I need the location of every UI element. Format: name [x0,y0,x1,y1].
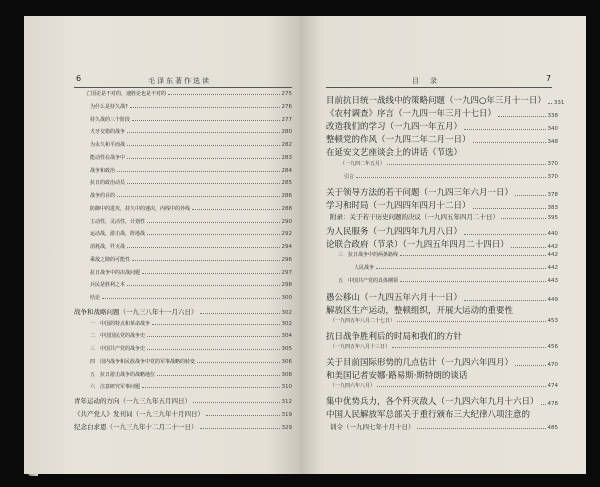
toc-entry-title: 集中优势兵力，各个歼灭敌人（一九四六年九月十六日） [326,397,539,408]
toc-entry-page: 340 [547,126,558,133]
toc-entry-title: 中国人民解放军总部关于重行颁布三大纪律八项注意的 [326,410,531,421]
toc-entry [90,281,292,288]
toc-entry-page: 275 [281,91,292,97]
toc-entry-page: 395 [547,214,558,221]
toc-entry [326,291,558,303]
toc-leader-dots [387,164,545,165]
toc-entry-title: 犬牙交错的战争 [90,129,126,136]
toc-entry [326,369,558,381]
toc-entry [86,90,292,97]
toc-entry-title: （一九四六年八月） [330,383,376,390]
toc-leader-dots [206,415,280,416]
toc-entry-title: 战争和战略问题（一九三八年十一月六日） [74,307,198,316]
toc-leader-dots [397,321,545,322]
toc-entry [344,173,558,180]
toc-entry [326,395,558,407]
toc-entry-title: 主动性，灵活性，计划性 [90,218,146,225]
toc-entry-page: 474 [547,383,558,390]
left-page [24,16,300,474]
toc-entry-title: 结论 [90,295,101,301]
toc-entry [90,205,292,212]
toc-entry-title: 兵民是胜利之本 [90,282,126,289]
toc-entry-page: 298 [281,282,292,289]
toc-leader-dots [464,300,545,301]
toc-leader-dots [127,247,279,248]
toc-entry [90,320,292,327]
toc-entry-page: 285 [281,180,292,187]
toc-leader-dots [168,94,279,95]
toc-entry-page: 329 [281,424,292,431]
toc-entry-page: 294 [281,244,292,250]
toc-entry-title: 五 抗日游击战争的战略地位 [90,371,156,378]
toc-entry-page: 443 [547,278,558,285]
toc-entry-page: 282 [281,142,292,148]
toc-entry-title: 关于目前国际形势的几点估计（一九四六年四月） [326,358,514,368]
toc-entry-title: 六 注意研究军事问题 [90,384,141,391]
toc-entry-page: 442 [547,244,558,251]
toc-entry [326,330,558,342]
left-header-rule [74,87,292,88]
toc-leader-dots [377,386,545,387]
toc-entry-title: 解放区生产运动，整顿组织，开展大运动的重要性 [326,305,514,316]
toc-entry [90,230,292,237]
toc-entry-title: 消耗战，歼灭战 [90,244,126,250]
right-running-header: 目 录 [412,77,439,85]
toc-entry-page: 331 [553,100,565,106]
toc-entry-title: （一九四五年八月十三日） [330,343,391,350]
toc-entry-page: 276 [281,103,292,110]
toc-entry-title: 持久战的三个阶段 [90,116,131,123]
toc-leader-dots [142,273,279,274]
toc-entry-page: 440 [547,231,558,237]
toc-entry-page: 283 [281,154,292,161]
toc-leader-dots [511,247,546,248]
toc-leader-dots [197,362,279,363]
toc-entry-title: 《农村调查》序言（一九四一年三月十七日） [326,109,497,120]
toc-entry [326,408,558,420]
toc-entry [90,141,292,148]
toc-entry-page: 302 [281,309,292,316]
toc-entry [330,212,558,221]
right-page [300,16,586,474]
toc-leader-dots [127,285,279,286]
toc-entry-title: 青年运动的方向（一九三九年五月四日） [74,397,191,405]
toc-entry-title: 关于领导方法的若干问题（一九四三年六月一日） [326,187,514,198]
toc-leader-dots [142,387,279,388]
toc-entry-title: 附录：关于若干历史问题的决议（一九四五年四月二十日） [330,212,499,221]
toc-entry-title: 整顿党的作风（一九四二年二月一日） [326,135,471,146]
toc-entry [90,128,292,135]
toc-leader-dots [200,428,280,429]
toc-entry [338,277,558,284]
toc-entry-page: 453 [547,317,558,324]
toc-entry-page: 300 [281,295,292,301]
left-running-header: 毛泽东著作选读 [148,77,211,85]
toc-entry-title: 能动性在战争中 [90,154,126,161]
toc-entry [330,317,558,324]
toc-leader-dots [464,234,545,235]
toc-entry [90,345,292,352]
toc-leader-dots [515,365,545,366]
toc-entry-title: 和美国记者安娜·路易斯·斯特朗的谈话 [326,371,468,382]
toc-entry-title: 人民战争 [354,265,375,272]
toc-entry-page: 280 [281,129,292,136]
toc-leader-dots [147,234,279,235]
toc-entry-page: 302 [281,320,292,327]
toc-entry-title: 亡国论是不对的，速胜论也是不对的 [86,91,167,97]
toc-entry-page: 338 [547,113,558,120]
toc-entry [90,103,292,110]
toc-entry-page: 292 [281,231,292,238]
toc-entry-title: 训令（一九四七年十月十日） [330,422,415,431]
toc-entry-title: 改造我们的学习（一九四一年五月） [326,122,463,133]
toc-leader-dots [147,222,279,223]
toc-entry-page: 306 [281,358,292,365]
toc-entry-page: 470 [547,362,558,368]
toc-entry-title: 在延安文艺座谈会上的讲话（节选） [326,148,463,159]
toc-entry [330,343,558,350]
toc-entry [330,422,558,431]
toc-leader-dots [127,158,279,159]
toc-entry-title: 学习和时局（一九四四年四月十二日） [326,200,471,211]
toc-entry-page: 370 [547,160,558,167]
toc-leader-dots [152,324,279,325]
toc-entry [90,243,292,250]
toc-entry [326,146,558,158]
toc-entry [326,120,558,132]
toc-entry-title: 战争的目的 [90,193,116,199]
toc-entry-page: 383 [547,204,558,211]
toc-entry-page: 442 [547,265,558,272]
toc-entry [326,238,558,250]
toc-entry-page: 378 [547,191,558,198]
toc-entry-page: 290 [281,218,292,225]
toc-leader-dots [147,349,279,350]
toc-leader-dots [498,116,545,117]
toc-leader-dots [200,313,280,314]
toc-entry [326,94,565,106]
toc-entry [90,116,292,123]
toc-leader-dots [400,281,545,282]
toc-entry-page: 370 [547,173,558,180]
toc-entry-page: 310 [281,384,292,391]
toc-entry [326,199,558,211]
toc-leader-dots [473,142,546,143]
toc-entry-page: 297 [281,269,292,276]
toc-leader-dots [193,402,280,403]
toc-leader-dots [376,268,545,269]
toc-leader-dots [117,196,279,197]
toc-entry [90,383,292,390]
toc-entry-title: （一九四五年八月二十七日） [330,317,396,324]
toc-leader-dots [157,375,279,376]
toc-leader-dots [127,145,279,146]
toc-leader-dots [515,195,545,196]
toc-entry [90,294,292,301]
toc-leader-dots [102,298,279,299]
toc-entry [90,154,292,161]
toc-entry [90,256,292,263]
toc-entry-title: 为永久和平而战 [90,142,126,148]
toc-entry-title: 五 中国共产党的具体纲领 [338,278,399,285]
toc-entry-title: 防御中的进攻，持久中的速决，内线中的外线 [90,205,191,212]
toc-entry [326,186,558,198]
toc-entry-title: 为人民服务（一九四四年九月八日） [326,227,463,237]
toc-leader-dots [548,103,552,104]
toc-leader-dots [417,428,546,429]
toc-leader-dots [117,171,279,172]
toc-entry [90,218,292,225]
toc-leader-dots [130,107,280,108]
toc-entry [90,179,292,186]
toc-entry-title: 二 中国国民党的战争史 [90,333,146,340]
toc-entry [90,358,292,365]
toc-leader-dots [147,336,279,337]
toc-entry [326,107,558,119]
right-page-number: 7 [546,74,552,83]
left-page-number: 6 [76,74,82,83]
toc-entry [90,167,292,174]
toc-entry-title: 《共产党人》发刊词（一九三九年十月四日） [74,409,204,418]
toc-entry [90,371,292,378]
toc-entry-page: 449 [547,296,558,303]
toc-leader-dots [132,260,279,261]
toc-entry-page: 456 [547,343,558,350]
toc-entry-page: 308 [281,371,292,378]
toc-entry [90,269,292,276]
toc-leader-dots [464,129,545,130]
toc-entry-title: 抗日战争中的决战问题 [90,269,141,276]
toc-entry-title: 纪念白求恩（一九三九年十二月二十一日） [74,422,198,431]
toc-entry [90,192,292,199]
toc-entry [90,332,292,339]
toc-entry-title: 四 国内战争和民族战争中党的军事战略的转变 [90,358,196,365]
right-header-rule [326,87,552,88]
toc-leader-dots [501,218,546,219]
toc-entry-page: 319 [281,411,292,418]
toc-entry-page: 286 [281,193,292,199]
toc-entry [338,251,558,258]
toc-entry-page: 478 [547,401,558,408]
toc-entry-title: 论联合政府（节录）（一九四五年四月二十四日） [326,240,509,251]
toc-entry-title: 三 抗日战争中的两条路线 [338,252,399,259]
toc-entry-title: 愚公移山（一九四五年六月十一日） [326,292,463,303]
toc-entry [74,396,292,405]
toc-entry-title: 引言 [344,173,355,180]
toc-entry-title: 战争和政治 [90,167,116,174]
toc-entry [326,225,558,237]
toc-entry [326,356,558,368]
toc-entry-page: 288 [281,205,292,212]
toc-leader-dots [392,347,545,348]
toc-entry-title: 为什么是持久战? [90,103,128,110]
toc-entry [74,422,292,431]
toc-entry-page: 305 [281,346,292,352]
toc-leader-dots [400,255,545,256]
toc-entry [330,382,558,389]
toc-entry-title: 抗日战争胜利后的时局和我们的方针 [326,331,463,342]
toc-entry [74,409,292,418]
toc-leader-dots [192,209,279,210]
toc-entry-page: 312 [281,399,292,405]
toc-leader-dots [541,404,546,405]
toc-entry [326,304,558,316]
toc-leader-dots [356,177,545,178]
toc-entry-title: 三 中国共产党的战争史 [90,346,146,352]
toc-entry-page: 442 [547,252,558,259]
toc-entry-page: 284 [281,167,292,174]
toc-entry-page: 304 [281,333,292,340]
toc-entry-title: 一 中国的特点和革命战争 [90,320,151,327]
toc-entry-title: （一九四二年五月） [340,160,386,167]
toc-entry-title: 运动战，游击战，阵地战 [90,231,146,238]
toc-entry-page: 485 [547,424,558,431]
toc-leader-dots [127,183,279,184]
toc-entry-page: 348 [547,139,558,146]
toc-leader-dots [127,132,279,133]
toc-entry [326,133,558,145]
toc-entry [354,264,558,271]
toc-entry-title: 目前抗日统一战线中的策略问题（一九四○年三月十一日） [326,96,546,106]
toc-entry-page: 296 [281,256,292,263]
toc-entry [74,307,292,316]
toc-entry-page: 277 [281,116,292,123]
open-book [14,16,586,474]
toc-entry [340,160,558,167]
toc-entry-title: 抗日的政治动员 [90,180,126,187]
toc-leader-dots [473,208,546,209]
toc-leader-dots [132,120,279,121]
toc-entry-title: 乘敌之隙的可能性 [90,256,131,263]
